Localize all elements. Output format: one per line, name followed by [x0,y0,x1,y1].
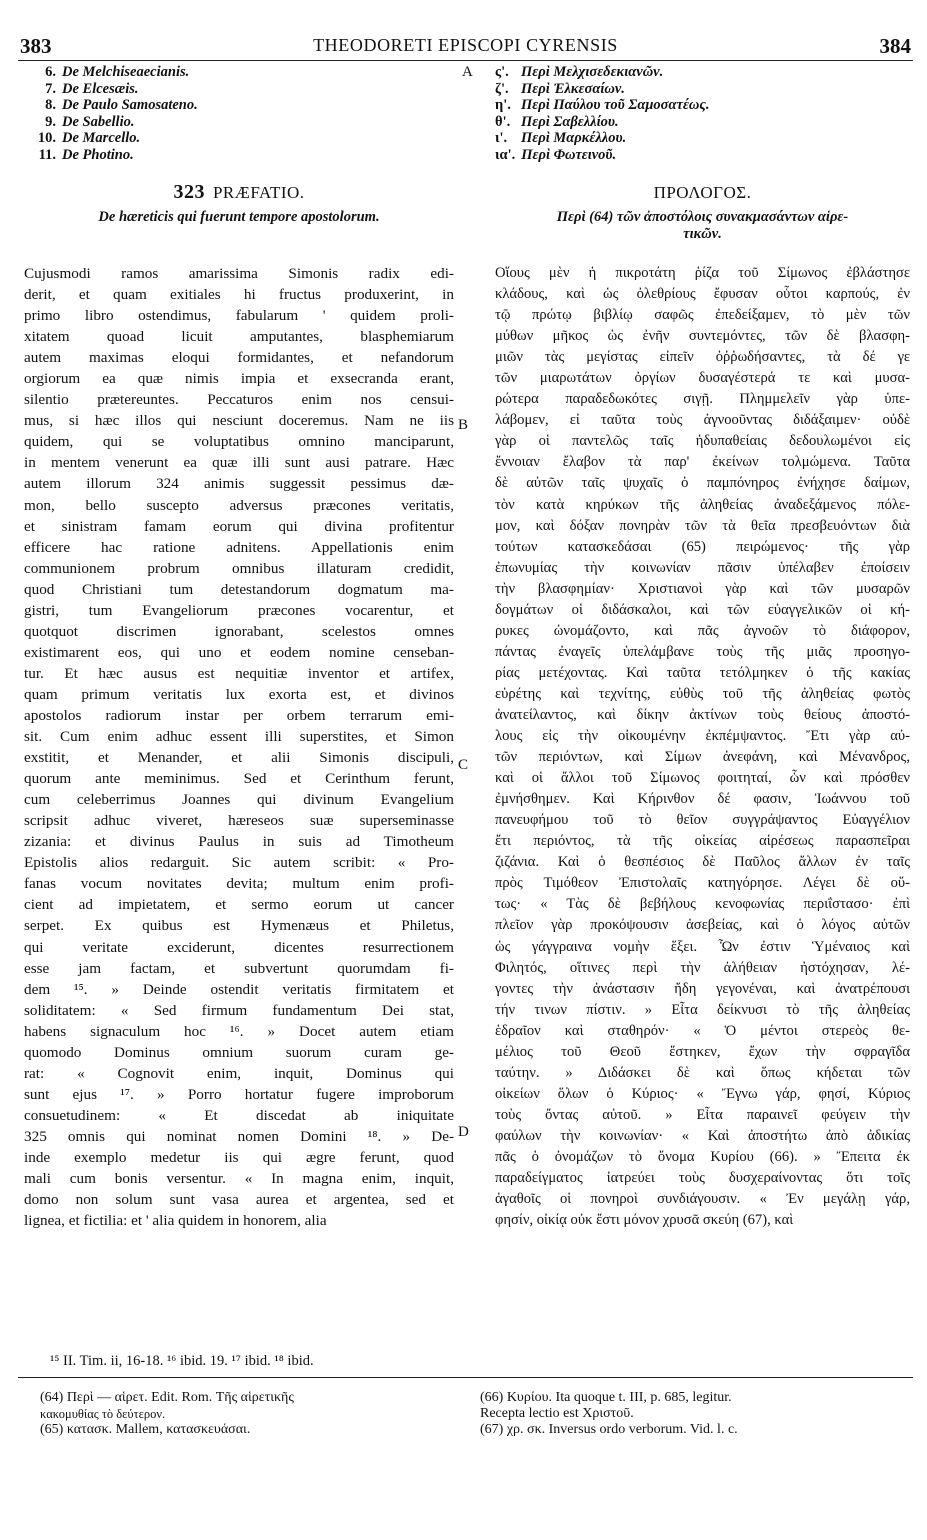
text-line: mali cum bonis versentur. « In magna enim, inquit, [24,1170,454,1188]
text-line: ἑδραῖον καὶ σταθηρόν· « Ὁ μέντοι στερεὸς θε- [495,1022,910,1039]
latin-heading-block [24,181,454,226]
text-line: quotquot discrimen ignorabant, scelestos omnes [24,622,454,640]
text-line: κλάδους, καὶ ὡς ὀλεθρίους ἔφυσαν οὗτοι καρπούς, ἐν [495,286,910,303]
text-line: domo non solum sunt vasa aurea et argentea, sed et [24,1191,454,1209]
text-line: φαύλων τὴν κοινωνίαν· « Καὶ ἀποστήτω ἀπὸ ἀδικίας [495,1127,910,1144]
footnote-divider [18,1377,913,1378]
text-line: ἔννοιαν ἔλαβον τὰ παρ' ἐκείνων τολμώμενα. Ταῦτα [495,454,910,471]
latin-heading [24,181,454,204]
margin-letter: B [458,417,469,433]
toc-title: Περὶ Φωτεινοῦ. [521,146,617,163]
text-line: 325 omnis qui nominat nomen Domini ¹⁸. » De- [24,1127,454,1145]
toc-item [495,130,910,147]
text-line: Οἵους μὲν ἡ πικροτάτη ῥίζα τοῦ Σίμωνος ἐβλάστησε [495,265,910,281]
toc-number: θ'. [495,113,511,130]
toc-title: De Sabellio. [62,113,135,130]
text-line: mus, si hæc illos qui nesciunt doceremus. Nam ne iis [24,412,454,430]
text-line: παραδείγματος ἰατρεύει τοὺς δυσχεραίνοντας ὅτι τοῖς [495,1170,910,1187]
toc-item [24,130,454,147]
text-line: δὲ αὐτῶν ταῖς ψυχαῖς ὁ παμπόνηρος ἐνήχησε δαίμων, [495,475,910,492]
text-line: πλεῖον γὰρ προκόψουσιν ἀσεβείας, καὶ ὁ λόγος αὐτῶν [495,917,910,934]
margin-letter: C [458,757,469,773]
toc-greek [495,64,910,163]
text-line: φησίν, οἰκίᾳ οὐκ ἔστι μόνον χρυσᾶ σκεύη (67), καὶ [495,1212,794,1229]
text-line: mon, bello suscepto adversus præcones veritatis, [24,496,454,514]
critical-note-line: (65) κατασκ. Mallem, κατασκευάσαι. [40,1422,251,1437]
text-line: πρὸς Τιμόθεον Ἐπιστολαῖς κατηγόρησε. Λέγει δὲ οὕ- [495,875,910,892]
text-line: ἔτι περιόντος, τὰ τῆς οἰκείας αἱρέσεως παρασπεῖραι [495,833,910,850]
toc-latin [24,64,454,163]
text-line: communionem probrum omnibus illaturam credidit, [24,559,454,577]
text-line: ἀγαθοῖς οἱ πονηροὶ συνδιάγουσιν. « Ἐν μεγάλῃ γάρ, [495,1191,910,1208]
toc-title: De Melchiseaecianis. [62,64,190,80]
critical-note-line: κακομυθίας τὸ δεύτερον. [40,1407,166,1421]
text-line: πάντας ἐναγεῖς ὑπελάμβανε τοὺς τῆς μιᾶς προσηγο- [495,643,910,660]
running-title: THEODORETI EPISCOPI CYRENSIS [313,35,618,55]
text-line: sunt ejus ¹⁷. » Porro hortatur fugere improborum [24,1085,454,1103]
toc-title: De Photino. [62,146,134,163]
text-line: quam primum veritatis lux exorta est, et divinos [24,685,454,703]
text-line: ρώτερα παραδεδωκότες σιγῇ. Πλημμελεῖν γὰρ ὑπε- [495,391,910,408]
toc-item [495,81,910,98]
toc-number: 8. [45,97,56,113]
text-line: τὴν βλασφημίαν· Χριστιανοὶ γὰρ καὶ τῶν μυσαρῶν [495,580,910,597]
text-line: in mentem venerunt ea quæ illi sunt ausi patrare. Hæc [24,454,454,472]
text-line: μον, καὶ δόξαν πονηρὰν τῶν τὰ θεῖα πρεσβευόντων διὰ [495,517,910,534]
text-line: tur. Et hæc ausus est nequitiæ inventor et artifex, [24,664,454,682]
toc-title: Περὶ Σαβελλίου. [521,113,619,130]
text-line: cum celeberrimus Joannes qui divinum Evangelium [24,791,454,809]
toc-number: ζ'. [495,80,509,97]
text-line: quidem, qui se voluptatibus omnino manciparunt, [24,433,454,451]
critical-note-line: (66) Κυρίου. Ita quoque t. III, p. 685, legitur. [480,1390,732,1405]
scripture-footnotes: ¹⁵ II. Tim. ii, 16-18. ¹⁶ ibid. 19. ¹⁷ ibid. ¹⁸ ibid. [50,1353,314,1369]
text-line: efficere hac ratione adnitens. Appellationis enim [24,538,454,556]
text-line: derit, et quam exitiales hi fructus produxerint, in [24,286,454,304]
text-line: inde exemplo medetur iis qui ægre ferunt, quod [24,1148,454,1166]
text-line: λους εἰς τὴν οἰκουμένην ἐκπέμψαντος. Ἔτι γὰρ αὐ- [495,728,910,745]
text-line: xitatem quoad licuit amputantes, blasphemiarum [24,328,454,346]
text-line: γοντες τὴν ἀνάστασιν ἤδη γεγονέναι, καὶ ἀνατρέπουσι [495,980,910,997]
latin-heading-text: PRÆFATIO. [212,183,305,202]
toc-item [24,97,454,114]
toc-item [495,114,910,131]
text-line: τῶν μιαρωτάτων ὀργίων δυσαγέστερά τε καὶ μυσα- [495,370,910,387]
text-line: οἰκείων ὅλων ὁ Κύριος· « Ἔγνω γάρ, φησί, Κύριος [495,1085,910,1102]
text-line: εὑρέτης καὶ τεχνίτης, εὐθὺς τοῦ τῆς ἀληθείας φωτὸς [495,685,910,702]
greek-heading-block [495,183,910,243]
text-line: scripsit adhuc viveret, hæreseos suæ superseminasse [24,812,454,830]
toc-number: 7. [45,80,56,97]
text-line: ἀνατείλαντος, καὶ δίκην ἀκτίνων τοὺς θείους ἀποστό- [495,706,910,723]
text-line: τῶν περιόντων, καὶ Σίμων ἀνεφάνη, καὶ Μένανδρος, [495,749,910,766]
toc-title: Περὶ Μελχισεδεκιανῶν. [521,64,664,80]
text-line: καὶ οἱ ἄλλοι τοῦ Σίμωνος φοιτηταί, ὧν καὶ πρόσθεν [495,770,910,787]
toc-number: ια'. [495,146,516,163]
toc-title: De Elcesæis. [62,80,139,97]
text-line: serpet. Ex quibus est Hymenæus et Philetus, [24,917,454,935]
text-line: lignea, et fictilia: et ' alia quidem in honorem, alia [24,1212,327,1230]
text-line: primo libro ostendimus, fabularum ' quidem proli- [24,307,454,325]
text-line: cient ad impietatem, et sermo eorum ut cancer [24,896,454,914]
greek-subtitle-line: τικῶν. [683,226,722,242]
text-line: τήν τινων πίστιν. » Εἶτα δείκνυσι τὸ τῆς ἀληθείας [495,1001,910,1018]
text-line: exstitit, et Menander, et alii Simonis discipuli, [24,749,454,767]
text-line: orgiorum ea quæ nimis impia et exsecranda erant, [24,370,454,388]
text-line: quorum ante meminimus. Sed et Cerinthum ferunt, [24,770,454,788]
toc-title: De Paulo Samosateno. [62,97,198,113]
text-line: sit. Cum enim adhuc essent illi superstites, et Simon [24,728,454,746]
toc-number: 6. [45,64,56,80]
margin-letter: A [462,64,473,80]
text-line: zizania: et divinus Paulus in suis ad Timotheum [24,833,454,851]
section-number: 323 [173,181,205,203]
critical-note-line: (67) χρ. σκ. Inversus ordo verborum. Vid. l. c. [480,1422,738,1437]
greek-text-column [495,263,910,1231]
page-number-left: 383 [20,34,52,58]
toc-item [495,97,910,114]
text-line: qui veritate exciderunt, dicentes resurrectionem [24,938,454,956]
text-line: ὡς γάγγραινα νομὴν ἕξει. Ὧν ἐστιν Ὑμέναιος καὶ [495,938,910,955]
latin-subtitle: De hæreticis qui fuerunt tempore apostolorum. [98,209,380,225]
toc-title: Περὶ Παύλου τοῦ Σαμοσατέως. [521,97,710,113]
text-line: ρυκες ὠνομάζοντο, καὶ πᾶς ἀγνοῶν τὸ διάφορον, [495,622,910,639]
latin-text-column [24,263,454,1231]
toc-number: η'. [495,97,511,113]
toc-title: Περὶ Μαρκέλλου. [521,130,627,146]
toc-number: 10. [37,130,56,146]
toc-item [24,81,454,98]
text-line: silentio prætereuntes. Peccaturos enim nos censui- [24,391,454,409]
critical-note-line: Recepta lectio est Χριστοῦ. [480,1406,634,1421]
text-line: gistri, tum Evangeliorum præcones vocarentur, et [24,601,454,619]
text-line: γὰρ οἱ παντελῶς ταῖς ἡδυπαθείαις δεδουλωμένοι εἰς [495,433,910,450]
text-line: τῷ πρώτῳ βιβλίῳ σαφῶς ἐπεδείξαμεν, τὸ μὲν τῶν [495,307,910,324]
text-line: quod Christiani tum detestandorum dogmatum ma- [24,580,454,598]
greek-subtitle-line: Περὶ (64) τῶν ἀποστόλοις συνακμασάντων αἱρε- [556,209,849,225]
toc-number: ι'. [495,130,508,146]
text-line: et sinistram famam eorum qui divina profitentur [24,517,454,535]
toc-number: 9. [45,113,56,130]
text-line: ἐμνήσθημεν. Καὶ Κήρινθον δέ φασιν, Ἰωάννου τοῦ [495,791,910,808]
critical-notes-right [480,1390,900,1438]
text-line: μιῶν τὰς μεγίστας εἰπεῖν ὀῤῥωδήσαντες, τὰ δέ γε [495,349,910,366]
toc-title: Περὶ Ἐλκεσαίων. [521,80,625,97]
text-line: dem ¹⁵. » Deinde ostendit veritatis firmitatem et [24,980,454,998]
text-line: τως· « Τὰς δὲ βεβήλους κενοφωνίας περιΐστασο· ἐπὶ [495,896,910,913]
text-line: δογμάτων οἱ διδάσκαλοι, καὶ τῶν εὐαγγελικῶν οἱ κή- [495,601,910,618]
margin-letter: D [458,1124,469,1140]
text-line: soliditatem: « Sed firmum fundamentum Dei stat, [24,1001,454,1019]
toc-item [24,147,454,164]
critical-note-line: (64) Περὶ — αἱρετ. Edit. Rom. Τῆς αἱρετικῆς [40,1390,294,1405]
text-line: fanas vocum novitates devita; multum enim profi- [24,875,454,893]
text-line: autem illorum 324 animis suggessit pessimus dæ- [24,475,454,493]
text-line: Epistolis alios redarguit. Sic autem scribit: « Pro- [24,854,454,872]
toc-item [495,147,910,164]
toc-item [24,64,454,81]
text-line: esse jam factam, et subvertunt quorumdam fi- [24,959,454,977]
text-line: Cujusmodi ramos amarissima Simonis radix edi- [24,265,454,282]
text-line: μύθων μῆκος ὡς ἐνῆν συντεμόντες, τῶν δὲ βλασφη- [495,328,910,345]
text-line: λάβομεν, εἰ ταῦτα τοὺς ἀγνοοῦντας διδάξαιμεν· οὐδὲ [495,412,910,429]
text-line: ζιζάνια. Καὶ ὁ θεσπέσιος δὲ Παῦλος ἄλλων ἐν ταῖς [495,854,910,871]
text-line: τὸν κατὰ κηρύκων τῆς ἀληθείας ἀναδεξάμενος πόλε- [495,496,910,513]
page-number-right: 384 [879,34,911,58]
text-line: habens signaculum hoc ¹⁶. » Docet autem etiam [24,1022,454,1040]
text-line: τοὺς ὄντας αὐτοῦ. » Εἶτα παραινεῖ φεύγειν τὴν [495,1106,910,1123]
toc-number: ς'. [495,64,509,80]
text-line: πᾶς ὁ ὀνομάζων τὸ ὄνομα Κυρίου (66). » Ἔπειτα ἐκ [495,1148,910,1165]
toc-item [24,114,454,131]
toc-number: 11. [38,146,56,163]
critical-notes-left [40,1390,460,1438]
page-header [18,34,913,61]
toc-title: De Marcello. [62,130,141,146]
text-line: rat: « Cognovit enim, inquit, Dominus qui [24,1064,454,1082]
text-line: ταύτην. » Διδάσκει δὲ καὶ ὅπως κήδεται τῶν [495,1064,910,1081]
text-line: ἐπωνυμίας τὴν κοινωνίαν πᾶσιν ὑπέλαβεν ἐποίσειν [495,559,910,576]
text-line: existimarent eos, qui uno et eodem nomine censeban- [24,643,454,661]
text-line: μέλιος τοῦ Θεοῦ ἕστηκεν, ἔχων τὴν σφραγῖδα [495,1043,910,1060]
text-line: autem maximas eloqui formidantes, et nefandorum [24,349,454,367]
text-line: τούτων κατασκεδάσαι (65) πειρώμενος· τῆς γὰρ [495,538,910,555]
text-line: consuetudinem: « Et discedat ab iniquitate [24,1106,454,1124]
text-line: Φιλητός, οἵτινες περὶ τὴν ἀλήθειαν ἠστόχησαν, λέ- [495,959,910,976]
toc-item [495,64,910,81]
text-line: apostolos radiorum instar per orbem terrarum emi- [24,706,454,724]
text-line: quomodo Dominus omnium suorum curam ge- [24,1043,454,1061]
text-line: ρίας μετέχοντας. Καὶ ταῦτα τετόλμηκεν ὁ τῆς κακίας [495,664,910,681]
text-line: πανευφήμου τοῦ τὸ θεῖον συγγράψαντος Εὐαγγέλιον [495,812,910,829]
greek-heading: ΠΡΟΛΟΓΟΣ. [653,183,752,202]
